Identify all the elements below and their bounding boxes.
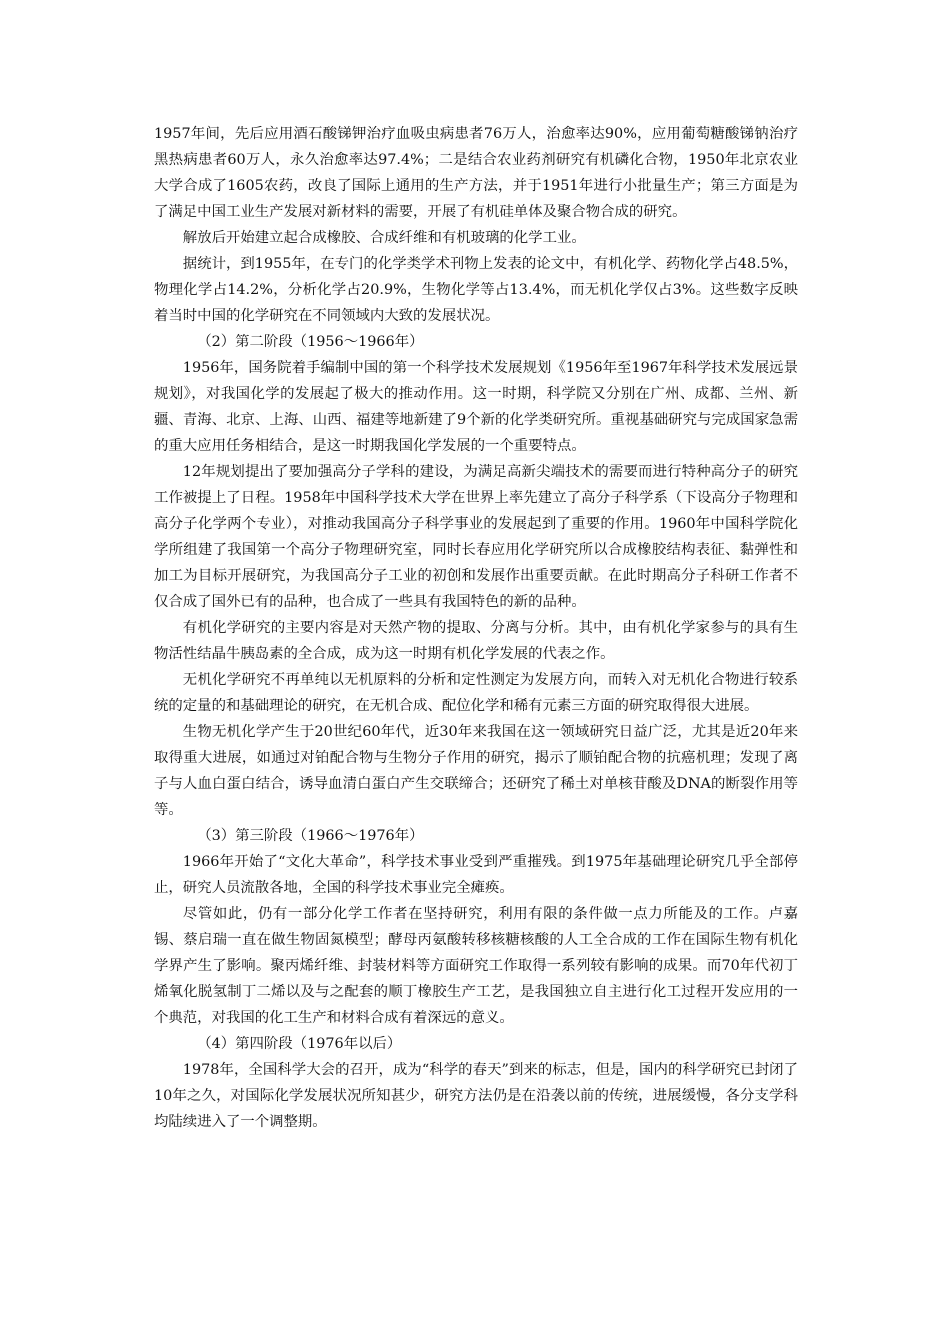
paragraph: 1956年，国务院着手编制中国的第一个科学技术发展规划《1956年至1967年科学技术发展远景规划》，对我国化学的发展起了极大的推动作用。这一时期，科学院又分别在广州、成都、兰州、新疆、青海、北京、上海、山西、福建等地新建了9个新的化学类研究所。重视基础研究与完成国家急需的重大应用任务相结合，是这一时期我国化学发展的一个重要特点。	[154, 360, 798, 454]
paragraph: 生物无机化学产生于20世纪60年代，近30年来我国在这一领域研究日益广泛，尤其是近20年来取得重大进展，如通过对铂配合物与生物分子作用的研究，揭示了顺铂配合物的抗癌机理；发现了离子与人血白蛋白结合，诱导血清白蛋白产生交联缔合；还研究了稀土对单核苷酸及DNA的断裂作用等等。	[154, 724, 798, 818]
paragraph: 12年规划提出了要加强高分子学科的建设，为满足高新尖端技术的需要而进行特种高分子的研究工作被提上了日程。1958年中国科学技术大学在世界上率先建立了高分子科学系（下设高分子物理和高分子化学两个专业），对推动我国高分子科学事业的发展起到了重要的作用。1960年中国科学院化学所组建了我国第一个高分子物理研究室，同时长春应用化学研究所以合成橡胶结构表征、黏弹性和加工为目标开展研究，为我国高分子工业的初创和发展作出重要贡献。在此时期高分子科研工作者不仅合成了国外已有的品种，也合成了一些具有我国特色的新的品种。	[154, 464, 798, 610]
document-body	[154, 121, 798, 1135]
section-heading: （4）第四阶段（1976年以后）	[197, 1036, 402, 1052]
paragraph: 解放后开始建立起合成橡胶、合成纤维和有机玻璃的化学工业。	[182, 230, 586, 246]
paragraph: 1966年开始了“文化大革命”，科学技术事业受到严重摧残。到1975年基础理论研究几乎全部停止，研究人员流散各地，全国的科学技术事业完全瘫痪。	[154, 854, 798, 896]
section-heading: （2）第二阶段（1956～1966年）	[197, 334, 424, 350]
paragraph: 1978年，全国科学大会的召开，成为“科学的春天”到来的标志，但是，国内的科学研究已封闭了10年之久，对国际化学发展状况所知甚少，研究方法仍是在沿袭以前的传统，进展缓慢，各分支学科均陆续进入了一个调整期。	[154, 1062, 798, 1130]
paragraph: 据统计，到1955年，在专门的化学类学术刊物上发表的论文中，有机化学、药物化学占48.5%，物理化学占14.2%，分析化学占20.9%，生物化学等占13.4%，而无机化学仅占3%。这些数字反映着当时中国的化学研究在不同领域内大致的发展状况。	[154, 256, 798, 324]
paragraph: 无机化学研究不再单纯以无机原料的分析和定性测定为发展方向，而转入对无机化合物进行较系统的定量的和基础理论的研究，在无机合成、配位化学和稀有元素三方面的研究取得很大进展。	[154, 672, 798, 714]
section-heading: （3）第三阶段（1966～1976年）	[197, 828, 424, 844]
paragraph: 1957年间，先后应用酒石酸锑钾治疗血吸虫病患者76万人，治愈率达90%，应用葡萄糖酸锑钠治疗黑热病患者60万人，永久治愈率达97.4%；二是结合农业药剂研究有机磷化合物，1950年北京农业大学合成了1605农药，改良了国际上通用的生产方法，并于1951年进行小批量生产；第三方面是为了满足中国工业生产发展对新材料的需要，开展了有机硅单体及聚合物合成的研究。	[154, 126, 798, 220]
paragraph: 有机化学研究的主要内容是对天然产物的提取、分离与分析。其中，由有机化学家参与的具有生物活性结晶牛胰岛素的全合成，成为这一时期有机化学发展的代表之作。	[154, 620, 798, 662]
paragraph: 尽管如此，仍有一部分化学工作者在坚持研究，利用有限的条件做一点力所能及的工作。卢嘉锡、蔡启瑞一直在做生物固氮模型；酵母丙氨酸转移核糖核酸的人工全合成的工作在国际生物有机化学界产生了影响。聚丙烯纤维、封装材料等方面研究工作取得一系列较有影响的成果。而70年代初丁烯氧化脱氢制丁二烯以及与之配套的顺丁橡胶生产工艺，是我国独立自主进行化工过程开发应用的一个典范，对我国的化工生产和材料合成有着深远的意义。	[154, 906, 798, 1026]
